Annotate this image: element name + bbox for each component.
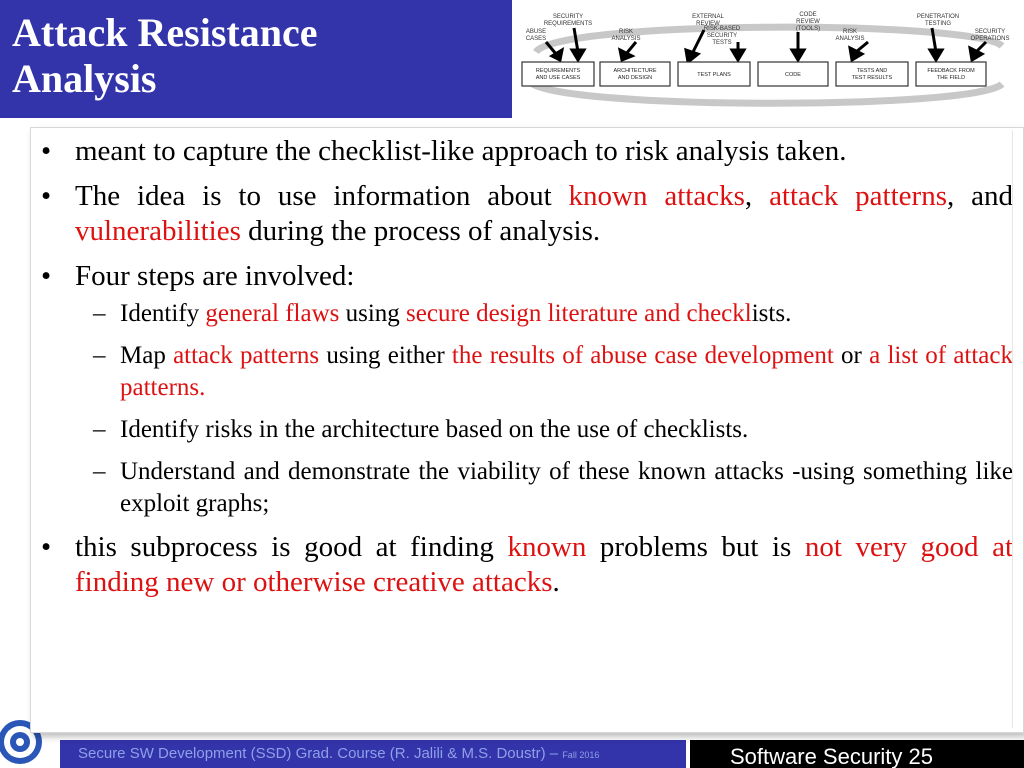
diagram-label: TESTS — [712, 40, 732, 46]
phase-label: AND USE CASES — [535, 75, 581, 81]
slide-title — [12, 10, 318, 102]
diagram-label: ANALYSIS — [611, 36, 641, 42]
diagram-label: RISK — [618, 29, 634, 35]
phase-box — [916, 62, 986, 86]
phase-label: THE FIELD — [936, 75, 966, 81]
diagram-label: PENETRATION — [916, 14, 960, 20]
phase-label: TEST PLANS — [697, 72, 731, 78]
scrollbar-track[interactable] — [1012, 130, 1022, 728]
touchpoints-diagram — [516, 6, 1022, 118]
bullet-item: • meant to capture the checklist-like approach to risk analysis taken. — [31, 134, 1023, 169]
diagram-label: RISK — [842, 29, 858, 35]
diagram-label: OPERATIONS — [970, 36, 1010, 42]
slide-title-line1: Attack Resistance — [12, 10, 318, 55]
bullet-list — [31, 128, 1023, 600]
footer-course-bar — [60, 740, 686, 768]
phase-label: TESTS AND — [856, 68, 888, 74]
diagram-label: REVIEW — [696, 21, 720, 27]
diagram-label: ABUSE — [525, 29, 547, 35]
diagram-label: ANALYSIS — [835, 36, 865, 42]
highlight-text: general flaws — [205, 300, 340, 327]
sub-bullet-item: – Understand and demonstrate the viability of these known attacks -using something like exploit graphs; — [31, 456, 1023, 520]
logo-core — [16, 738, 24, 746]
phase-box — [836, 62, 908, 86]
footer-page-label: Software Security 25 — [690, 740, 1024, 768]
diagram-label: CASES — [525, 36, 547, 42]
highlight-text: known attacks — [568, 180, 745, 212]
bullet-item: • The idea is to use information about known attacks, attack patterns, and vulnerabilities during the process of analysis. — [31, 179, 1023, 249]
sub-bullet-item: – Identify general flaws using secure design literature and checklists. — [31, 298, 1023, 330]
title-banner — [0, 0, 512, 118]
content-panel — [30, 127, 1024, 733]
diagram-label: SECURITY — [706, 33, 738, 39]
highlight-text: vulnerabilities — [75, 215, 241, 247]
diagram-label: REVIEW — [796, 19, 820, 25]
footer-term: Fall 2016 — [562, 750, 600, 760]
slide-title-line2: Analysis — [12, 56, 157, 101]
bullet-item: • this subprocess is good at finding known problems but is not very good at finding new or otherwise creative attacks. — [31, 530, 1023, 600]
highlight-text: attack patterns — [173, 342, 320, 369]
highlight-text: secure design literature and checkl — [406, 300, 752, 327]
phase-label: REQUIREMENTS — [535, 68, 581, 74]
diagram-label: (TOOLS) — [795, 26, 821, 32]
phase-label: AND DESIGN — [617, 75, 653, 81]
diagram-label: CODE — [799, 12, 817, 18]
diagram-label: REQUIREMENTS — [543, 21, 593, 27]
sub-bullet-item: – Map attack patterns using either the results of abuse case development or a list of attack patterns. — [31, 340, 1023, 404]
phase-label: FEEDBACK FROM — [927, 68, 975, 74]
highlight-text: known — [507, 531, 587, 563]
highlight-text: the results of abuse case development — [451, 342, 834, 369]
phase-label: ARCHITECTURE — [613, 68, 657, 74]
diagram-label: SECURITY — [552, 14, 584, 20]
highlight-text: not very good at finding new or otherwise creative attacks — [75, 531, 1014, 598]
sub-bullet-item: – Identify risks in the architecture based on the use of checklists. — [31, 414, 1023, 446]
diagram-label: SECURITY — [974, 29, 1006, 35]
diagram-label: TESTING — [924, 21, 952, 27]
footer-course-text: Secure SW Development (SSD) Grad. Course (R. Jalili & M.S. Doustr) – — [78, 745, 563, 762]
highlight-text: attack patterns — [769, 180, 947, 212]
phase-box — [522, 62, 594, 86]
phase-box — [600, 62, 670, 86]
phase-label: CODE — [785, 72, 801, 78]
diagram-label: RISK-BASED — [703, 26, 741, 32]
diagram-label: EXTERNAL — [692, 14, 724, 20]
highlight-text: a list of attack patterns. — [120, 342, 1014, 401]
phase-label: TEST RESULTS — [851, 75, 893, 81]
bullet-item: • Four steps are involved: — [31, 259, 1023, 294]
